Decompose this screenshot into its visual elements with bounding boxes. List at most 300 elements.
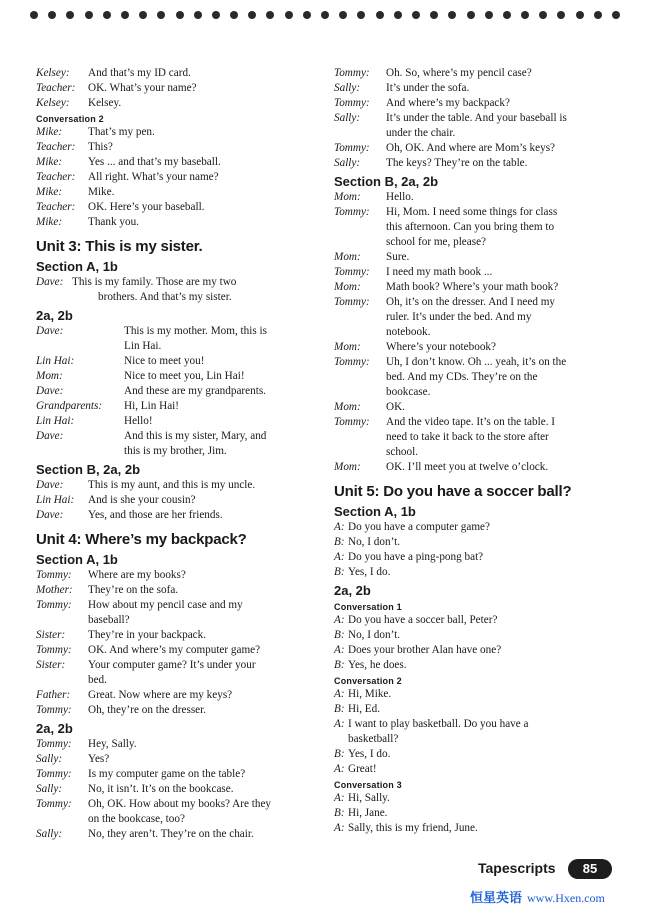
line-text: I want to play basketball. Do you have a: [348, 718, 529, 730]
speaker-name: Sally:: [334, 157, 361, 169]
binding-dot: [376, 11, 384, 19]
line-text: bed. And my CDs. They’re on the: [386, 371, 538, 383]
script-line: [334, 190, 618, 205]
script-line: [36, 478, 328, 493]
binding-dot: [212, 11, 220, 19]
speaker-name: Mother:: [36, 584, 73, 596]
speaker-name: Lin Hai:: [36, 415, 75, 427]
script-line: [36, 583, 328, 598]
line-text: baseball?: [88, 614, 130, 626]
speaker-name: B:: [334, 659, 345, 671]
script-line: [334, 791, 618, 806]
line-text: Hey, Sally.: [88, 738, 137, 750]
speaker-name: Tommy:: [36, 798, 72, 810]
speaker-name: Teacher:: [36, 82, 76, 94]
binding-dot: [321, 11, 329, 19]
binding-dot: [412, 11, 420, 19]
script-line: [334, 565, 618, 580]
script-line: [36, 613, 328, 628]
speaker-name: Dave:: [36, 509, 64, 521]
line-text: brothers. And that’s my sister.: [98, 291, 232, 303]
speaker-name: [334, 732, 348, 747]
line-text: Great. Now where are my keys?: [88, 689, 233, 701]
speaker-name: Lin Hai:: [36, 494, 75, 506]
binding-dot: [394, 11, 402, 19]
binding-dot: [557, 11, 565, 19]
line-text: Oh, OK. And where are Mom’s keys?: [386, 142, 556, 154]
speaker-name: Lin Hai:: [36, 355, 75, 367]
script-line: [36, 185, 328, 200]
speaker-name: Tommy:: [36, 738, 72, 750]
script-line: [334, 126, 618, 141]
script-line: [36, 703, 328, 718]
speaker-name: Dave:: [36, 385, 64, 397]
speaker-name: [36, 290, 98, 305]
script-line: [334, 280, 618, 295]
speaker-name: Dave:: [36, 276, 64, 288]
binding-dot: [48, 11, 56, 19]
script-line: [36, 200, 328, 215]
script-line: [36, 688, 328, 703]
script-line: [334, 156, 618, 171]
line-text: I need my math book ...: [386, 266, 493, 278]
binding-dot: [139, 11, 147, 19]
script-line: [334, 220, 618, 235]
line-text: Yes?: [88, 753, 110, 765]
script-line: [334, 628, 618, 643]
line-text: They’re on the sofa.: [88, 584, 179, 596]
script-line: [36, 170, 328, 185]
script-line: [36, 81, 328, 96]
speaker-name: A:: [334, 792, 345, 804]
script-line: [334, 235, 618, 250]
script-line: [36, 290, 328, 305]
script-line: [334, 340, 618, 355]
speaker-name: Mike:: [36, 186, 63, 198]
speaker-name: Mom:: [334, 191, 361, 203]
binding-dot: [485, 11, 493, 19]
binding-dot: [194, 11, 202, 19]
speaker-name: B:: [334, 748, 345, 760]
script-line: [334, 310, 618, 325]
line-text: Hello!: [124, 415, 153, 427]
script-line: [334, 295, 618, 310]
line-text: need to take it back to the store after: [386, 431, 549, 443]
speaker-name: Dave:: [36, 325, 64, 337]
line-text: Sally, this is my friend, June.: [348, 822, 478, 834]
script-line: [334, 747, 618, 762]
line-text: this afternoon. Can you bring them to: [386, 221, 555, 233]
section-heading: 2a, 2b: [334, 583, 371, 598]
script-line: [334, 806, 618, 821]
binding-dot: [230, 11, 238, 19]
line-text: bookcase.: [386, 386, 431, 398]
script-line: [36, 399, 328, 414]
script-line: [36, 66, 328, 81]
line-text: Hi, Mike.: [348, 688, 392, 700]
line-text: Kelsey.: [88, 97, 122, 109]
line-text: No, it isn’t. It’s on the bookcase.: [88, 783, 234, 795]
speaker-name: Mike:: [36, 126, 63, 138]
line-text: OK. Here’s your baseball.: [88, 201, 205, 213]
speaker-name: Tommy:: [36, 768, 72, 780]
line-text: Mike.: [88, 186, 115, 198]
script-line: [334, 205, 618, 220]
script-line: [334, 732, 618, 747]
line-text: basketball?: [348, 733, 399, 745]
speaker-name: [334, 370, 386, 385]
speaker-name: [36, 613, 88, 628]
line-text: school.: [386, 446, 419, 458]
line-text: Thank you.: [88, 216, 139, 228]
section-heading: 2a, 2b: [36, 308, 73, 323]
speaker-name: Tommy:: [334, 142, 370, 154]
line-text: No, they aren’t. They’re on the chair.: [88, 828, 254, 840]
line-text: OK. I’ll meet you at twelve o’clock.: [386, 461, 549, 473]
script-line: [334, 141, 618, 156]
script-line: [334, 66, 618, 81]
speaker-name: Grandparents:: [36, 400, 103, 412]
script-line: [334, 445, 618, 460]
script-line: [36, 737, 328, 752]
speaker-name: Tommy:: [334, 67, 370, 79]
line-text: Hi, Jane.: [348, 807, 388, 819]
line-text: The keys? They’re on the table.: [386, 157, 528, 169]
script-line: [334, 370, 618, 385]
script-line: [334, 535, 618, 550]
script-line: [36, 215, 328, 230]
script-line: [36, 752, 328, 767]
line-text: Oh, they’re on the dresser.: [88, 704, 207, 716]
line-text: ruler. It’s under the bed. And my: [386, 311, 532, 323]
script-line: [36, 275, 328, 290]
unit-heading: Unit 3: This is my sister.: [36, 238, 203, 255]
binding-dot: [594, 11, 602, 19]
speaker-name: A:: [334, 822, 345, 834]
line-text: Lin Hai.: [124, 340, 162, 352]
line-text: on the bookcase, too?: [88, 813, 185, 825]
speaker-name: Tommy:: [36, 599, 72, 611]
script-line: [36, 339, 328, 354]
script-line: [36, 827, 328, 842]
speaker-name: Mike:: [36, 216, 63, 228]
line-text: Do you have a soccer ball, Peter?: [348, 614, 498, 626]
section-heading: Section A, 1b: [36, 552, 118, 567]
script-line: [334, 460, 618, 475]
line-text: Your computer game? It’s under your: [88, 659, 256, 671]
line-text: This is my mother. Mom, this is: [124, 325, 267, 337]
line-text: Yes, he does.: [348, 659, 407, 671]
line-text: Sure.: [386, 251, 410, 263]
line-text: Yes, I do.: [348, 566, 391, 578]
line-text: And the video tape. It’s on the table. I: [386, 416, 556, 428]
script-line: [36, 628, 328, 643]
speaker-name: [334, 235, 386, 250]
binding-dot: [539, 11, 547, 19]
binding-dot: [121, 11, 129, 19]
line-text: This is my aunt, and this is my uncle.: [88, 479, 256, 491]
line-text: Oh, it’s on the dresser. And I need my: [386, 296, 556, 308]
speaker-name: [334, 220, 386, 235]
line-text: They’re in your backpack.: [88, 629, 207, 641]
script-line: [36, 812, 328, 827]
conversation-heading: Conversation 2: [36, 114, 104, 124]
speaker-name: Sister:: [36, 629, 66, 641]
script-line: [36, 96, 328, 111]
speaker-name: B:: [334, 536, 345, 548]
line-text: Hi, Sally.: [348, 792, 390, 804]
speaker-name: Tommy:: [334, 266, 370, 278]
binding-dot: [248, 11, 256, 19]
conversation-heading: Conversation 1: [334, 602, 402, 612]
line-text: No, I don’t.: [348, 536, 400, 548]
line-text: This is my family. Those are my two: [72, 276, 237, 288]
line-text: Hi, Ed.: [348, 703, 381, 715]
speaker-name: Father:: [36, 689, 71, 701]
line-text: And these are my grandparents.: [124, 385, 266, 397]
binding-dot: [467, 11, 475, 19]
binding-dot: [66, 11, 74, 19]
binding-dots: [30, 8, 620, 22]
script-line: [334, 385, 618, 400]
line-text: Hi, Lin Hai!: [124, 400, 179, 412]
binding-dot: [357, 11, 365, 19]
script-line: [36, 767, 328, 782]
script-line: [334, 400, 618, 415]
binding-dot: [285, 11, 293, 19]
line-text: OK. What’s your name?: [88, 82, 197, 94]
script-line: [334, 430, 618, 445]
script-line: [36, 598, 328, 613]
speaker-name: [36, 339, 124, 354]
script-line: [334, 643, 618, 658]
line-text: notebook.: [386, 326, 431, 338]
binding-dot: [85, 11, 93, 19]
line-text: Uh, I don’t know. Oh ... yeah, it’s on the: [386, 356, 567, 368]
speaker-name: Kelsey:: [36, 97, 70, 109]
unit-heading: Unit 4: Where’s my backpack?: [36, 531, 247, 548]
script-line: [36, 354, 328, 369]
script-line: [334, 265, 618, 280]
watermark-cn: 恒星英语: [470, 891, 523, 906]
script-line: [334, 550, 618, 565]
section-heading: Section A, 1b: [334, 504, 416, 519]
speaker-name: Tommy:: [334, 296, 370, 308]
conversation-heading: Conversation 2: [334, 676, 402, 686]
speaker-name: Teacher:: [36, 171, 76, 183]
line-text: under the chair.: [386, 127, 456, 139]
binding-dot: [503, 11, 511, 19]
right-column: [334, 66, 618, 836]
speaker-name: [36, 812, 88, 827]
script-line: [36, 444, 328, 459]
line-text: Where’s your notebook?: [386, 341, 496, 353]
script-line: [334, 415, 618, 430]
binding-dot: [521, 11, 529, 19]
speaker-name: A:: [334, 688, 345, 700]
speaker-name: Dave:: [36, 430, 64, 442]
script-line: [334, 520, 618, 535]
line-text: school for me, please?: [386, 236, 487, 248]
binding-dot: [30, 11, 38, 19]
speaker-name: Tommy:: [334, 356, 370, 368]
script-line: [334, 762, 618, 777]
conversation-heading: Conversation 3: [334, 780, 402, 790]
line-text: Is my computer game on the table?: [88, 768, 246, 780]
speaker-name: A:: [334, 521, 345, 533]
script-line: [334, 717, 618, 732]
speaker-name: Teacher:: [36, 201, 76, 213]
speaker-name: Sally:: [334, 112, 361, 124]
script-line: [36, 643, 328, 658]
speaker-name: Mike:: [36, 156, 63, 168]
line-text: Math book? Where’s your math book?: [386, 281, 559, 293]
line-text: Yes, I do.: [348, 748, 391, 760]
script-line: [36, 125, 328, 140]
speaker-name: Mom:: [36, 370, 63, 382]
speaker-name: Tommy:: [334, 416, 370, 428]
binding-dot: [176, 11, 184, 19]
binding-dot: [448, 11, 456, 19]
line-text: And that’s my ID card.: [88, 67, 191, 79]
script-line: [36, 414, 328, 429]
line-text: Hi, Mom. I need some things for class: [386, 206, 558, 218]
speaker-name: [334, 126, 386, 141]
line-text: bed.: [88, 674, 107, 686]
binding-dot: [612, 11, 620, 19]
watermark: [470, 887, 605, 906]
speaker-name: A:: [334, 614, 345, 626]
script-line: [36, 568, 328, 583]
script-line: [334, 613, 618, 628]
script-line: [334, 687, 618, 702]
script-line: [36, 324, 328, 339]
speaker-name: Dave:: [36, 479, 64, 491]
script-line: [36, 493, 328, 508]
unit-heading: Unit 5: Do you have a soccer ball?: [334, 483, 572, 500]
line-text: And this is my sister, Mary, and: [124, 430, 267, 442]
script-line: [334, 81, 618, 96]
line-text: OK.: [386, 401, 405, 413]
speaker-name: Tommy:: [36, 569, 72, 581]
script-line: [334, 355, 618, 370]
line-text: Do you have a ping-pong bat?: [348, 551, 484, 563]
line-text: Does your brother Alan have one?: [348, 644, 502, 656]
speaker-name: Sally:: [36, 783, 63, 795]
line-text: Yes ... and that’s my baseball.: [88, 156, 221, 168]
line-text: Oh, OK. How about my books? Are they: [88, 798, 272, 810]
left-column: [36, 66, 328, 842]
speaker-name: Tommy:: [36, 704, 72, 716]
section-heading: Section A, 1b: [36, 259, 118, 274]
line-text: All right. What’s your name?: [88, 171, 219, 183]
script-line: [334, 325, 618, 340]
speaker-name: Teacher:: [36, 141, 76, 153]
line-text: No, I don’t.: [348, 629, 400, 641]
script-line: [334, 250, 618, 265]
speaker-name: [334, 430, 386, 445]
speaker-name: Kelsey:: [36, 67, 70, 79]
speaker-name: Sally:: [334, 82, 361, 94]
line-text: It’s under the table. And your baseball is: [386, 112, 567, 124]
speaker-name: Tommy:: [334, 97, 370, 109]
footer-title: Tapescripts: [478, 860, 556, 876]
section-heading: Section B, 2a, 2b: [334, 174, 439, 189]
line-text: Nice to meet you, Lin Hai!: [124, 370, 245, 382]
binding-dot: [430, 11, 438, 19]
binding-dot: [103, 11, 111, 19]
line-text: It’s under the sofa.: [386, 82, 470, 94]
script-line: [334, 658, 618, 673]
line-text: Do you have a computer game?: [348, 521, 490, 533]
speaker-name: Sister:: [36, 659, 66, 671]
line-text: Oh. So, where’s my pencil case?: [386, 67, 532, 79]
script-line: [36, 429, 328, 444]
binding-dot: [157, 11, 165, 19]
script-line: [36, 797, 328, 812]
script-line: [36, 508, 328, 523]
line-text: OK. And where’s my computer game?: [88, 644, 261, 656]
section-heading: Section B, 2a, 2b: [36, 462, 141, 477]
script-line: [334, 821, 618, 836]
speaker-name: [334, 445, 386, 460]
line-text: And is she your cousin?: [88, 494, 196, 506]
script-line: [36, 673, 328, 688]
speaker-name: A:: [334, 718, 345, 730]
line-text: And where’s my backpack?: [386, 97, 510, 109]
speaker-name: B:: [334, 703, 345, 715]
line-text: Great!: [348, 763, 377, 775]
speaker-name: [334, 310, 386, 325]
binding-dot: [303, 11, 311, 19]
speaker-name: Mom:: [334, 401, 361, 413]
speaker-name: Sally:: [36, 753, 63, 765]
line-text: That’s my pen.: [88, 126, 155, 138]
speaker-name: [36, 444, 124, 459]
speaker-name: Mom:: [334, 281, 361, 293]
line-text: this is my brother, Jim.: [124, 445, 227, 457]
speaker-name: A:: [334, 644, 345, 656]
speaker-name: B:: [334, 566, 345, 578]
script-line: [36, 658, 328, 673]
watermark-url: www.Hxen.com: [527, 891, 605, 905]
line-text: This?: [88, 141, 113, 153]
section-heading: 2a, 2b: [36, 721, 73, 736]
speaker-name: [334, 325, 386, 340]
line-text: How about my pencil case and my: [88, 599, 243, 611]
speaker-name: [334, 385, 386, 400]
line-text: Yes, and those are her friends.: [88, 509, 223, 521]
line-text: Nice to meet you!: [124, 355, 205, 367]
speaker-name: A:: [334, 763, 345, 775]
script-line: [334, 111, 618, 126]
binding-dot: [576, 11, 584, 19]
speaker-name: B:: [334, 807, 345, 819]
speaker-name: [36, 673, 88, 688]
binding-dot: [339, 11, 347, 19]
speaker-name: Tommy:: [334, 206, 370, 218]
script-line: [36, 384, 328, 399]
script-line: [36, 140, 328, 155]
speaker-name: Mom:: [334, 461, 361, 473]
speaker-name: Mom:: [334, 341, 361, 353]
speaker-name: A:: [334, 551, 345, 563]
page-number: 85: [568, 859, 612, 879]
speaker-name: Sally:: [36, 828, 63, 840]
speaker-name: Tommy:: [36, 644, 72, 656]
script-line: [36, 782, 328, 797]
line-text: Hello.: [386, 191, 414, 203]
